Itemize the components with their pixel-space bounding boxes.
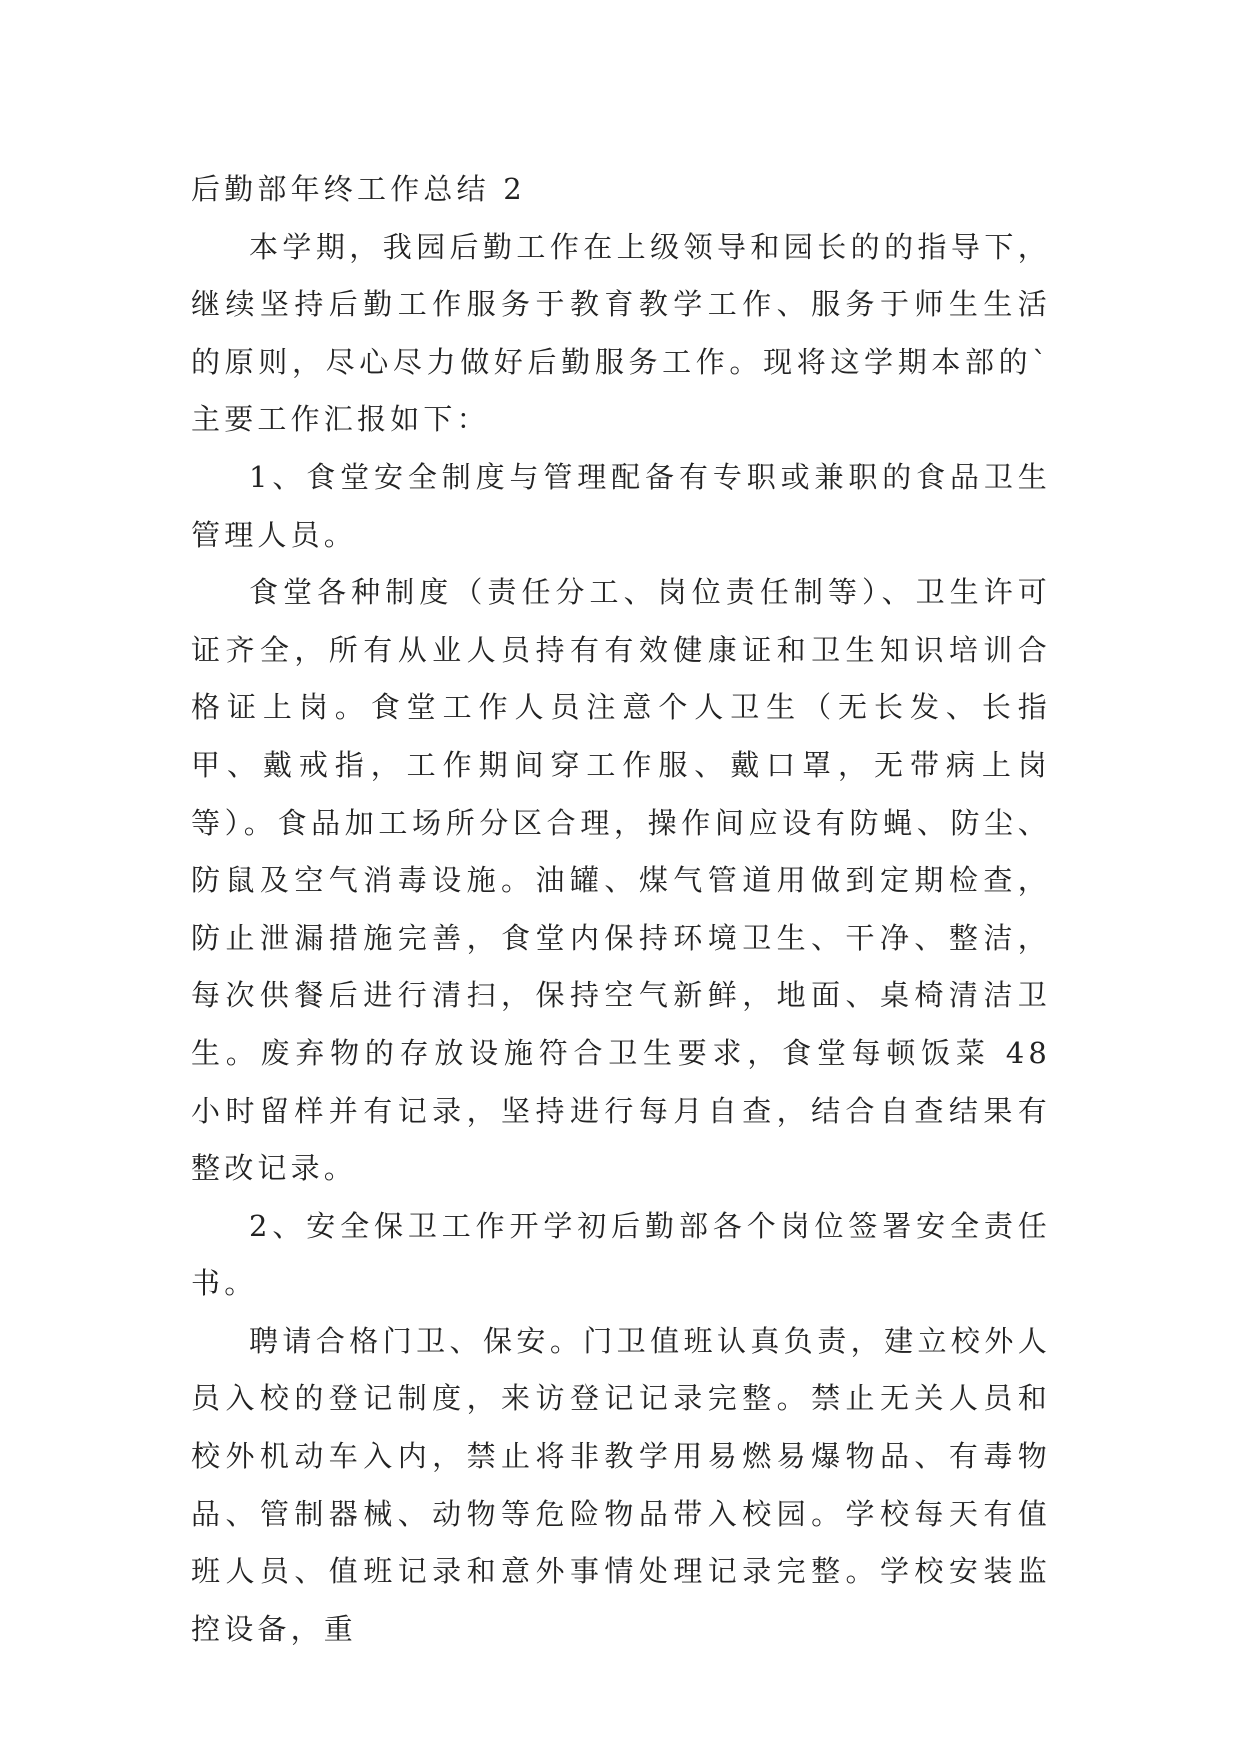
paragraph-security-heading: 2、安全保卫工作开学初后勤部各个岗位签署安全责任书。 — [191, 1208, 1051, 1301]
paragraph-canteen-details: 食堂各种制度（责任分工、岗位责任制等）、卫生许可证齐全，所有从业人员持有有效健康证和卫生知识培训合格证上岗。食堂工作人员注意个人卫生（无长发、长指甲、戴戒指，工作期间穿工作服、戴口罩，无带病上岗等）。食品加工场所分区合理，操作间应设有防蝇、防尘、防鼠及空气消毒设施。油罐、煤气管道用做到定期检查，防止泄漏措施完善，食堂内保持环境卫生、干净、整洁，每次供餐后进行清扫，保持空气新鲜，地面、桌椅清洁卫生。废弃物的存放设施符合卫生要求，食堂每顿饭菜 48 小时留样并有记录，坚持进行每月自查，结合自查结果有整改记录。 — [191, 575, 1051, 1186]
document-body — [191, 161, 1051, 1658]
paragraph-canteen-heading: 1、食堂安全制度与管理配备有专职或兼职的食品卫生管理人员。 — [191, 459, 1051, 552]
paragraph-intro: 本学期，我园后勤工作在上级领导和园长的的指导下，继续坚持后勤工作服务于教育教学工作、服务于师生生活的原则，尽心尽力做好后勤服务工作。现将这学期本部的`主要工作汇报如下： — [191, 229, 1051, 437]
paragraph-security-details: 聘请合格门卫、保安。门卫值班认真负责，建立校外人员入校的登记制度，来访登记记录完整。禁止无关人员和校外机动车入内，禁止将非教学用易燃易爆物品、有毒物品、管制器械、动物等危险物品带入校园。学校每天有值班人员、值班记录和意外事情处理记录完整。学校安装监控设备，重 — [191, 1323, 1051, 1646]
document-title: 后勤部年终工作总结 2 — [191, 172, 526, 206]
